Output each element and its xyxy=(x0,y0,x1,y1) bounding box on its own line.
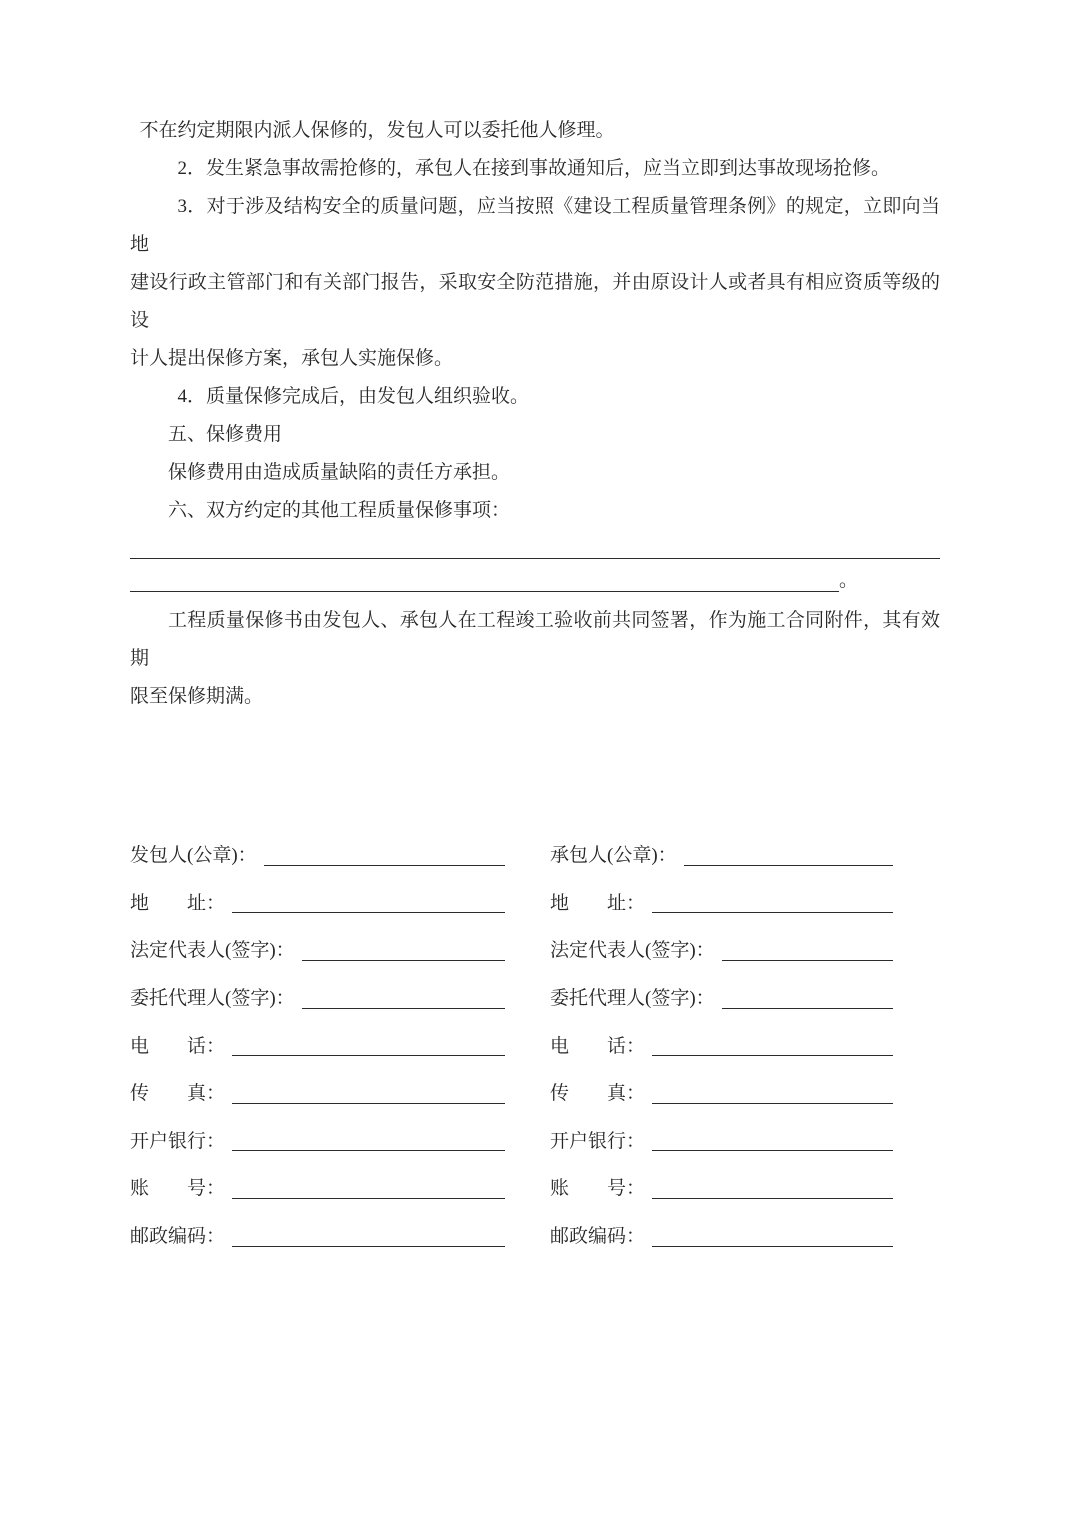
doc-line: 工程质量保修书由发包人、承包人在工程竣工验收前共同签署，作为施工合同附件，其有效期 xyxy=(130,610,940,669)
signature-field-label: 账 号： xyxy=(130,1178,226,1200)
signature-field-label: 传 真： xyxy=(130,1083,226,1105)
signature-field-line xyxy=(232,893,505,913)
signature-field-label: 传 真： xyxy=(550,1083,646,1105)
signature-field-label: 账 号： xyxy=(550,1178,646,1200)
signature-field-label: 委托代理人(签字)： xyxy=(550,988,715,1010)
fill-in-line-2-row xyxy=(130,559,940,592)
signature-field-label: 邮政编码： xyxy=(550,1226,646,1248)
signature-row xyxy=(550,927,893,975)
doc-line: 五、保修费用 xyxy=(168,424,283,445)
signature-field-line xyxy=(232,1131,505,1151)
signature-row xyxy=(550,1070,893,1118)
signature-field-line xyxy=(652,1179,893,1199)
signature-row xyxy=(130,880,505,928)
signature-field-line xyxy=(652,1036,893,1056)
doc-line: 3．对于涉及结构安全的质量问题，应当按照《建设工程质量管理条例》的规定，立即向当地 xyxy=(130,196,940,255)
signature-row xyxy=(130,1118,505,1166)
signature-field-line xyxy=(652,1084,893,1104)
signature-field-label: 开户银行： xyxy=(130,1130,226,1152)
signature-field-label: 法定代表人(签字)： xyxy=(130,940,295,962)
signature-row xyxy=(550,880,893,928)
signature-field-line xyxy=(232,1179,505,1199)
signature-field-line xyxy=(232,1227,505,1247)
doc-line: 建设行政主管部门和有关部门报告，采取安全防范措施，并由原设计人或者具有相应资质等级的设 xyxy=(130,272,940,331)
signature-column-contractor xyxy=(550,832,893,1260)
signature-row xyxy=(130,1070,505,1118)
signature-field-line xyxy=(302,941,505,961)
signature-field-line xyxy=(652,1227,893,1247)
signature-field-line xyxy=(684,846,893,866)
signature-row xyxy=(130,1213,505,1261)
signature-field-label: 开户银行： xyxy=(550,1130,646,1152)
signature-field-label: 电 话： xyxy=(130,1035,226,1057)
signature-field-label: 委托代理人(签字)： xyxy=(130,988,295,1010)
signature-column-employer xyxy=(130,832,505,1260)
signature-row xyxy=(130,927,505,975)
signature-field-line xyxy=(232,1036,505,1056)
signature-row xyxy=(550,1022,893,1070)
fill-in-line-1 xyxy=(130,530,940,559)
signature-field-label: 发包人(公章)： xyxy=(130,845,257,867)
doc-line: 限至保修期满。 xyxy=(130,686,264,707)
signature-field-line xyxy=(722,989,893,1009)
signature-field-label: 地 址： xyxy=(130,892,226,914)
signature-row xyxy=(130,975,505,1023)
signature-row xyxy=(130,832,505,880)
signature-field-line xyxy=(232,1084,505,1104)
signature-row xyxy=(550,1118,893,1166)
signature-row xyxy=(550,832,893,880)
signature-field-line xyxy=(652,1131,893,1151)
signature-field-label: 电 话： xyxy=(550,1035,646,1057)
signature-field-label: 地 址： xyxy=(550,892,646,914)
signature-field-line xyxy=(264,846,505,866)
signature-field-label: 法定代表人(签字)： xyxy=(550,940,715,962)
doc-line: 计人提出保修方案，承包人实施保修。 xyxy=(130,348,454,369)
signature-field-line xyxy=(652,893,893,913)
signature-field-line xyxy=(302,989,505,1009)
signature-row xyxy=(130,1165,505,1213)
doc-line: 2．发生紧急事故需抢修的，承包人在接到事故通知后，应当立即到达事故现场抢修。 xyxy=(177,158,891,179)
doc-line: 不在约定期限内派人保修的，发包人可以委托他人修理。 xyxy=(139,120,615,141)
signature-row xyxy=(550,1165,893,1213)
signature-field-label: 邮政编码： xyxy=(130,1226,226,1248)
doc-line: 4．质量保修完成后，由发包人组织验收。 xyxy=(177,386,530,407)
doc-line: 保修费用由造成质量缺陷的责任方承担。 xyxy=(168,462,511,483)
signature-row xyxy=(550,975,893,1023)
signature-row xyxy=(550,1213,893,1261)
signature-section xyxy=(130,832,940,1260)
doc-line: 六、双方约定的其他工程质量保修事项： xyxy=(168,500,511,521)
warranty-clauses xyxy=(130,112,940,530)
fill-in-line-terminator: 。 xyxy=(839,570,859,591)
signature-column-gap xyxy=(505,832,550,1260)
signature-field-label: 承包人(公章)： xyxy=(550,845,677,867)
fill-in-line-2 xyxy=(130,559,839,592)
closing-paragraph xyxy=(130,602,940,716)
signature-row xyxy=(130,1022,505,1070)
signature-field-line xyxy=(722,941,893,961)
